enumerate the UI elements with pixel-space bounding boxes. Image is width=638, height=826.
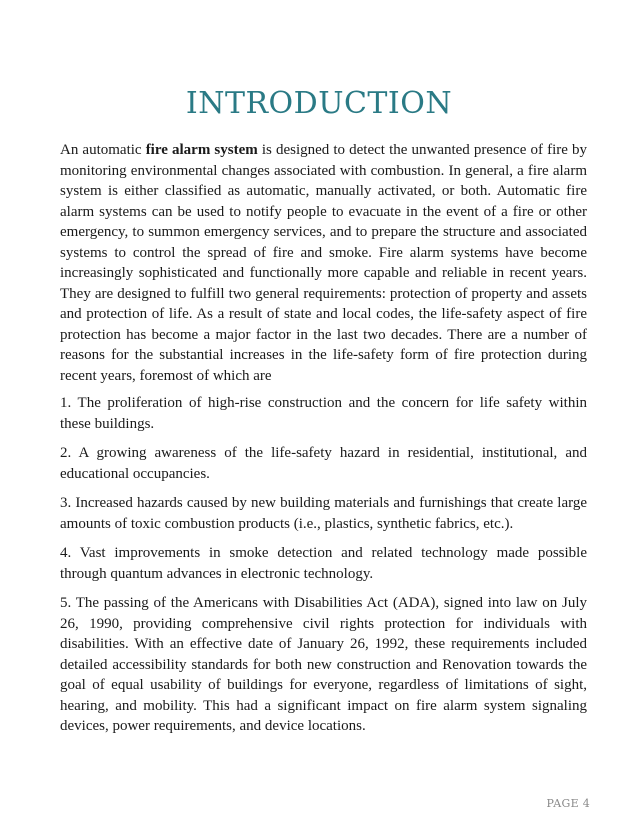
intro-bold-term: fire alarm system (145, 142, 258, 158)
body-text (60, 140, 587, 746)
list-item: 2. A growing awareness of the life-safety hazard in residential, institutional, and educational occupancies. (60, 445, 587, 482)
list-item: 4. Vast improvements in smoke detection and related technology made possible through quantum advances in electronic technology. (60, 545, 587, 582)
page-title: INTRODUCTION (185, 86, 453, 121)
list-item: 5. The passing of the Americans with Disabilities Act (ADA), signed into law on July 26, 1990, providing comprehensive civil rights protection for individuals with disabilities. With an effective date of January 26, 1992, these requirements included detailed accessibility standards for both new construction and Renovation towards the goal of equal usability of buildings for everyone, regardless of limitations of sight, hearing, and mobility. This had a significant impact on fire alarm system signaling devices, power requirements, and device locations. (60, 595, 587, 734)
list-item: 3. Increased hazards caused by new building materials and furnishings that create large amounts of toxic combustion products (i.e., plastics, synthetic fabrics, etc.). (60, 495, 587, 532)
intro-text-start: An automatic (60, 142, 146, 158)
list-item: 1. The proliferation of high-rise construction and the concern for life safety within these buildings. (60, 395, 587, 432)
page-number: PAGE 4 (546, 797, 590, 810)
intro-paragraph (60, 140, 587, 386)
intro-text-rest: is designed to detect the unwanted presence of fire by monitoring environmental changes associated with combustion. In general, a fire alarm system is either classified as automatic, manually activated, or both. Automatic fire alarm systems can be used to notify people to evacuate in the event of a fire or other emergency, to summon emergency services, and to prepare the structure and associated systems to control the spread of fire and smoke. Fire alarm systems have become increasingly sophisticated and functionally more capable and reliable in recent years. They are designed to fulfill two general requirements: protection of property and assets and protection of life. As a result of state and local codes, the life-safety aspect of fire protection has become a major factor in the last two decades. There are a number of reasons for the substantial increases in the life-safety form of fire protection during recent years, foremost of which are (60, 142, 587, 384)
